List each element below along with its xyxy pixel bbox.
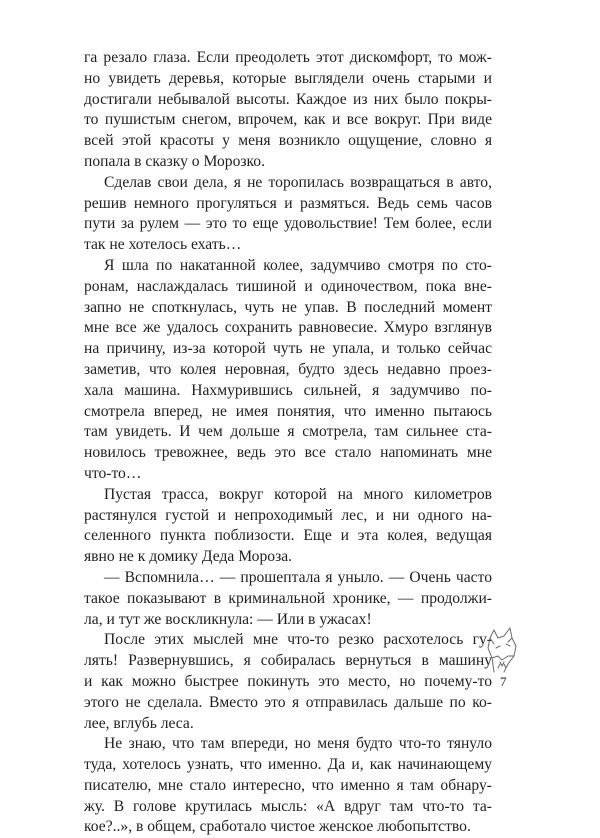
text-line: то пушистым снегом, впрочем, как и все вокруг. При виде bbox=[84, 111, 492, 129]
text-line: кое?..», в общем, сработало чистое женское любопытство. bbox=[84, 818, 471, 836]
text-line: жу. В голове крутилась мысль: «А вдруг там что-то та- bbox=[84, 797, 492, 815]
text-line: селенного пункта поблизости. Еще и эта колея, ведущая bbox=[84, 527, 492, 545]
text-line: После этих мыслей мне что-то резко расхотелось гу- bbox=[104, 631, 492, 649]
text-line: га резало глаза. Если преодолеть этот дискомфорт, то мож- bbox=[84, 49, 492, 66]
text-line: на причину, из-за которой чуть не упала, и только сейчас bbox=[84, 340, 492, 358]
text-line: достигали небывалой высоты. Каждое из них было покры- bbox=[84, 90, 492, 108]
paragraph bbox=[84, 256, 492, 485]
text-line: лять! Развернувшись, я собиралась вернуться в машину bbox=[84, 652, 492, 670]
text-line: ронам, наслаждалась тишиной и одиночеством, пока вне- bbox=[84, 277, 492, 295]
text-line: ла, и тут же воскликнула: — Или в ужасах! bbox=[84, 610, 372, 628]
wolf-head-icon bbox=[482, 626, 522, 676]
text-line: растянулся густой и непроходимый лес, и ни одного на- bbox=[84, 506, 492, 524]
text-line: Не знаю, что там впереди, но меня будто что-то тянуло bbox=[104, 735, 492, 753]
text-line: и как можно быстрее покинуть это место, но почему-то bbox=[84, 672, 492, 690]
paragraph bbox=[84, 568, 492, 630]
paragraph bbox=[84, 48, 492, 173]
paragraph bbox=[84, 485, 492, 568]
text-line: Я шла по накатанной колее, задумчиво смотря по сто- bbox=[104, 256, 492, 274]
text-line: этого не сделала. Вместо это я отправилась дальше по ко- bbox=[84, 693, 492, 711]
page-text bbox=[84, 48, 492, 838]
text-line: что-то… bbox=[84, 464, 142, 482]
text-line: так не хотелось ехать… bbox=[84, 236, 242, 254]
text-line: писателю, мне стало интересно, что именно я там обнару- bbox=[84, 776, 492, 794]
paragraph bbox=[84, 173, 492, 256]
text-line: Пустая трасса, вокруг которой на много километров bbox=[104, 485, 492, 503]
text-line: такое показывают в криминальной хронике, — продолжи- bbox=[84, 589, 492, 607]
text-line: лее, вглубь леса. bbox=[84, 714, 194, 732]
text-line: там увидеть. И чем дольше я смотрела, там сильнее ста- bbox=[84, 423, 492, 441]
text-line: заметив, что колея неровная, будто здесь недавно проез- bbox=[84, 360, 492, 378]
text-line: мне все же удалось сохранить равновесие. Хмуро взглянув bbox=[84, 319, 492, 337]
text-line: но увидеть деревья, которые выглядели очень старыми и bbox=[84, 69, 492, 87]
text-line: хала машина. Нахмурившись сильней, я задумчиво по- bbox=[84, 381, 492, 399]
text-line: новилось тревожнее, ведь это все стало напоминать мне bbox=[84, 444, 492, 462]
text-line: смотрела вперед, не имея понятия, что именно пытаюсь bbox=[84, 402, 492, 420]
text-line: всей этой красоты у меня возникло ощущение, словно я bbox=[84, 132, 492, 150]
text-line: туда, хотелось узнать, что именно. Да и, как начинающему bbox=[84, 756, 492, 774]
text-line: пути за рулем — это то еще удовольствие! Тем более, если bbox=[84, 215, 492, 233]
page-number: 7 bbox=[500, 674, 507, 689]
text-line: решив немного прогуляться и размяться. Ведь семь часов bbox=[84, 194, 492, 212]
text-line: явно не к домику Деда Мороза. bbox=[84, 548, 293, 566]
text-line: попала в сказку о Морозко. bbox=[84, 152, 266, 170]
text-line: Сделав свои дела, я не торопилась возвращаться в авто, bbox=[104, 173, 492, 191]
text-line: запно не споткнулась, чуть не упав. В последний момент bbox=[84, 298, 492, 316]
text-line: — Вспомнила… — прошептала я уныло. — Очень часто bbox=[104, 568, 492, 586]
paragraph bbox=[84, 630, 492, 734]
